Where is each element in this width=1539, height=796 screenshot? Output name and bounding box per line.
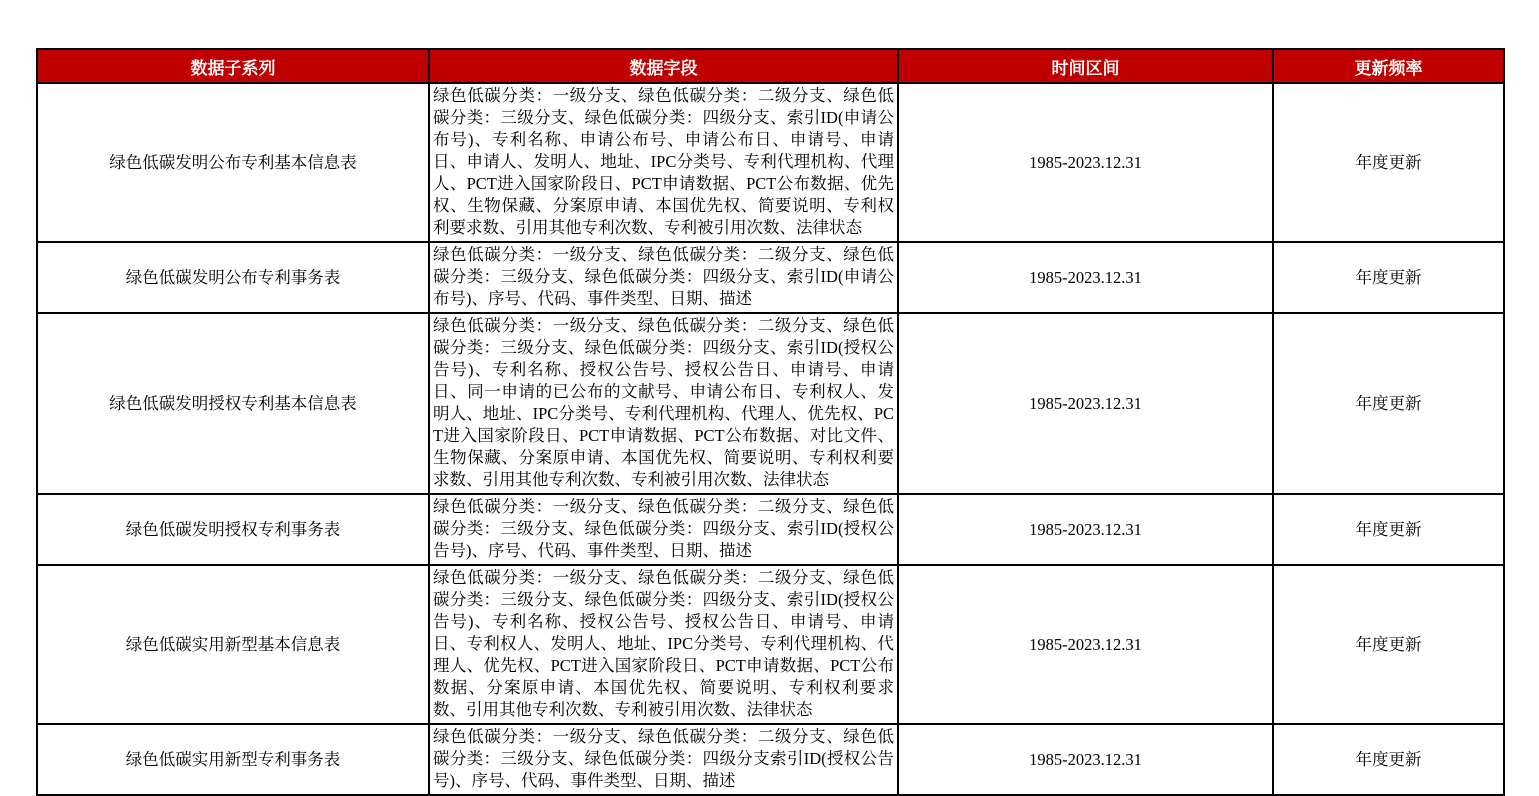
- cell-series: 绿色低碳发明公布专利事务表: [37, 242, 429, 313]
- cell-series: 绿色低碳实用新型基本信息表: [37, 565, 429, 724]
- col-header-series: 数据子系列: [37, 49, 429, 83]
- cell-series: 绿色低碳发明授权专利事务表: [37, 494, 429, 565]
- table-row: [37, 242, 1504, 313]
- cell-period: 1985-2023.12.31: [898, 83, 1273, 242]
- cell-fields: 绿色低碳分类：一级分支、绿色低碳分类：二级分支、绿色低碳分类：三级分支、绿色低碳分类：四级分支、索引ID(授权公告号)、专利名称、授权公告号、授权公告日、申请号、申请日、同一申请的已公布的文献号、申请公布日、专利权人、发明人、地址、IPC分类号、专利代理机构、代理人、优先权、PCT进入国家阶段日、PCT申请数据、PCT公布数据、对比文件、生物保藏、分案原申请、本国优先权、简要说明、专利权利要求数、引用其他专利次数、专利被引用次数、法律状态: [429, 313, 898, 494]
- table-row: [37, 494, 1504, 565]
- header-row: [37, 49, 1504, 83]
- col-header-fields: 数据字段: [429, 49, 898, 83]
- cell-series: 绿色低碳实用新型专利事务表: [37, 724, 429, 795]
- cell-frequency: 年度更新: [1273, 494, 1504, 565]
- table-row: [37, 83, 1504, 242]
- dataset-table-container: [36, 48, 1503, 796]
- cell-fields: 绿色低碳分类：一级分支、绿色低碳分类：二级分支、绿色低碳分类：三级分支、绿色低碳分类：四级分支索引ID(授权公告号)、序号、代码、事件类型、日期、描述: [429, 724, 898, 795]
- cell-fields: 绿色低碳分类：一级分支、绿色低碳分类：二级分支、绿色低碳分类：三级分支、绿色低碳分类：四级分支、索引ID(授权公告号)、专利名称、授权公告号、授权公告日、申请号、申请日、专利权人、发明人、地址、IPC分类号、专利代理机构、代理人、优先权、PCT进入国家阶段日、PCT申请数据、PCT公布数据、分案原申请、本国优先权、简要说明、专利权利要求数、引用其他专利次数、专利被引用次数、法律状态: [429, 565, 898, 724]
- cell-period: 1985-2023.12.31: [898, 313, 1273, 494]
- cell-period: 1985-2023.12.31: [898, 494, 1273, 565]
- cell-period: 1985-2023.12.31: [898, 724, 1273, 795]
- cell-series: 绿色低碳发明授权专利基本信息表: [37, 313, 429, 494]
- cell-fields: 绿色低碳分类：一级分支、绿色低碳分类：二级分支、绿色低碳分类：三级分支、绿色低碳分类：四级分支、索引ID(授权公告号)、序号、代码、事件类型、日期、描述: [429, 494, 898, 565]
- cell-series: 绿色低碳发明公布专利基本信息表: [37, 83, 429, 242]
- table-row: [37, 313, 1504, 494]
- col-header-frequency: 更新频率: [1273, 49, 1504, 83]
- cell-period: 1985-2023.12.31: [898, 565, 1273, 724]
- col-header-period: 时间区间: [898, 49, 1273, 83]
- cell-frequency: 年度更新: [1273, 565, 1504, 724]
- cell-frequency: 年度更新: [1273, 313, 1504, 494]
- table-row: [37, 565, 1504, 724]
- cell-fields: 绿色低碳分类：一级分支、绿色低碳分类：二级分支、绿色低碳分类：三级分支、绿色低碳分类：四级分支、索引ID(申请公布号)、专利名称、申请公布号、申请公布日、申请号、申请日、申请人、发明人、地址、IPC分类号、专利代理机构、代理人、PCT进入国家阶段日、PCT申请数据、PCT公布数据、优先权、生物保藏、分案原申请、本国优先权、简要说明、专利权利要求数、引用其他专利次数、专利被引用次数、法律状态: [429, 83, 898, 242]
- dataset-table: [36, 48, 1505, 796]
- cell-fields: 绿色低碳分类：一级分支、绿色低碳分类：二级分支、绿色低碳分类：三级分支、绿色低碳分类：四级分支、索引ID(申请公布号)、序号、代码、事件类型、日期、描述: [429, 242, 898, 313]
- cell-frequency: 年度更新: [1273, 724, 1504, 795]
- cell-period: 1985-2023.12.31: [898, 242, 1273, 313]
- table-row: [37, 724, 1504, 795]
- cell-frequency: 年度更新: [1273, 83, 1504, 242]
- cell-frequency: 年度更新: [1273, 242, 1504, 313]
